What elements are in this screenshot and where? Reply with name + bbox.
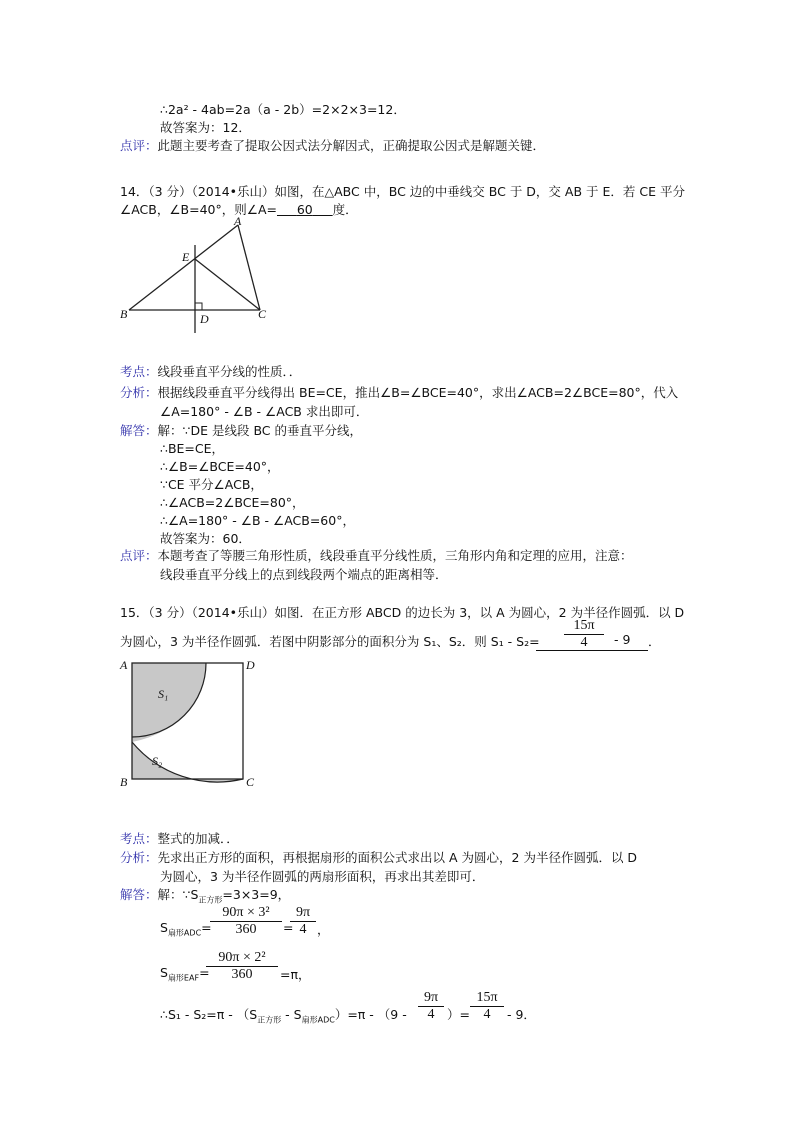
step4-fnum: 9π (418, 990, 444, 1007)
q15-label-S2: S₂ (152, 754, 163, 768)
q15-square-figure (120, 655, 260, 790)
step2-den: 360 (235, 922, 257, 937)
q14-header-post: 度． (332, 202, 358, 217)
step4-sub2: 扇形ADC (301, 1015, 335, 1025)
q15-step3 (160, 965, 210, 984)
step-0: 解：∵DE 是线段 BC 的垂直平分线， (157, 423, 362, 438)
q14-step-5: ∴∠A=180° - ∠B - ∠ACB=60°， (160, 513, 355, 528)
q15-header-line-1: 15．（3 分）（2014•乐山）如图．在正方形 ABCD 的边长为 3，以 A 为圆心，2 为半径作圆弧．以 D (120, 605, 685, 620)
step4-pre: ∴S₁ - S₂=π - （S (160, 1007, 258, 1022)
step2-end: ， (317, 922, 330, 937)
q15-label-B: B (120, 775, 128, 789)
q15-label-A: A (120, 658, 128, 672)
q14-triangle-figure (115, 215, 275, 340)
q14-jieda (120, 421, 362, 439)
q14-label-C: C (258, 307, 267, 321)
q15-fenxi (120, 848, 637, 866)
q15-kaodian (120, 829, 239, 847)
step3-post: =π， (280, 967, 311, 982)
step4-rnum: 15π (470, 990, 504, 1007)
q15-answer-den: 4 (580, 635, 588, 650)
q15-label-D: D (246, 658, 255, 672)
q15-label-S1: S₁ (158, 687, 169, 701)
fenxi-label: 分析： (120, 385, 158, 400)
top-line-1: ∴2a² - 4ab=2a（a - 2b）=2×2×3=12． (160, 102, 406, 117)
step4-mid: - S (281, 1007, 302, 1022)
q14-kaodian (120, 362, 301, 380)
kaodian-text: 线段垂直平分线的性质．． (157, 364, 302, 379)
step4-result-fraction (470, 990, 504, 1023)
step2-eq: = (201, 920, 212, 935)
step1-sub: 正方形 (198, 895, 223, 905)
top-comment (120, 136, 545, 154)
q15-answer-end: ． (648, 634, 661, 649)
q14-step-3: ∵CE 平分∠ACB， (160, 477, 263, 492)
q15-answer-num: 15π (564, 618, 604, 635)
q14-step-2: ∴∠B=∠BCE=40°， (160, 459, 280, 474)
segment-EC (195, 259, 260, 310)
step3-eq: = (199, 965, 210, 980)
kaodian-label: 考点： (120, 364, 158, 379)
step4-end: - 9． (507, 1007, 536, 1022)
q15-header-line-2: 为圆心，3 为半径作圆弧．若图中阴影部分的面积分为 S₁、S₂．则 S₁ - S₂= (120, 634, 540, 649)
q14-fenxi-line-2: ∠A=180° - ∠B - ∠ACB 求出即可． (160, 404, 369, 419)
step2-result-fraction (290, 905, 316, 938)
q15-fenxi-line-2: 为圆心，3 为半径作圆弧的两扇形面积，再求出其差即可． (160, 869, 485, 884)
step4-mid2: ）=π - （9 - (334, 1007, 407, 1022)
step3-pre: S (160, 965, 168, 980)
q15-jieda-label: 解答： (120, 887, 158, 902)
q14-label-D: D (200, 312, 209, 326)
q14-header-line-1: 14．（3 分）（2014•乐山）如图，在△ABC 中，BC 边的中垂线交 BC 于 D，交 AB 于 E．若 CE 平分 (120, 184, 685, 199)
q15-label-C: C (246, 775, 255, 789)
pingdian-line-1: 本题考查了等腰三角形性质，线段垂直平分线性质，三角形内角和定理的应用，注意： (157, 548, 633, 563)
q14-answer (277, 202, 333, 217)
step2-pre: S (160, 920, 168, 935)
q15-answer-fraction (564, 618, 604, 651)
right-angle-mark (195, 303, 202, 310)
step2-rden: 4 (299, 922, 307, 937)
step4-fraction (418, 990, 444, 1023)
q15-kaodian-text: 整式的加减．． (157, 831, 239, 846)
step4-rden: 4 (483, 1007, 491, 1022)
q14-step-6: 故答案为：60． (160, 531, 251, 546)
q14-label-B: B (120, 307, 128, 321)
segment-AC (238, 225, 260, 310)
step3-sub: 扇形EAF (167, 973, 200, 983)
q14-step-4: ∴∠ACB=2∠BCE=80°， (160, 495, 305, 510)
step1-pre: 解：∵S (157, 887, 199, 902)
step4-fden: 4 (427, 1007, 435, 1022)
q14-header-pre: ∠ACB，∠B=40°，则∠A= (120, 202, 277, 217)
q14-answer-value: 60 (296, 202, 313, 217)
step2-sub: 扇形ADC (167, 928, 202, 938)
q14-fenxi (120, 383, 678, 401)
q14-label-E: E (182, 250, 190, 264)
q15-answer-tail: - 9 (614, 632, 631, 647)
comment-label: 点评： (120, 138, 158, 153)
q15-answer-underline (536, 650, 648, 651)
q15-kaodian-label: 考点： (120, 831, 158, 846)
q15-step2 (160, 920, 212, 939)
q14-label-A: A (234, 214, 242, 228)
segment-BA (129, 225, 238, 310)
step1-post: =3×3=9， (222, 887, 291, 902)
step4-mid3: ）= (447, 1007, 470, 1022)
q14-pingdian-line-2: 线段垂直平分线上的点到线段两个端点的距离相等． (160, 567, 448, 582)
q15-jieda (120, 885, 290, 906)
pingdian-label: 点评： (120, 548, 158, 563)
step2-rnum: 9π (290, 905, 316, 922)
step2-fraction (210, 905, 282, 938)
step3-fraction (206, 950, 278, 983)
jieda-label: 解答： (120, 423, 158, 438)
step3-den: 360 (231, 967, 253, 982)
q14-step-1: ∴BE=CE， (160, 441, 225, 456)
step3-num: 90π × 2² (206, 950, 278, 967)
q15-step4 (160, 1005, 407, 1026)
step2-eq2: = (283, 920, 294, 935)
q15-fenxi-line-1: 先求出正方形的面积，再根据扇形的面积公式求出以 A 为圆心，2 为半径作圆弧．以 D (157, 850, 638, 865)
step2-num: 90π × 3² (210, 905, 282, 922)
shaded-region-S2 (132, 742, 243, 782)
q15-fenxi-label: 分析： (120, 850, 158, 865)
step4-sub1: 正方形 (257, 1015, 282, 1025)
comment-text: 此题主要考查了提取公因式法分解因式，正确提取公因式是解题关键． (157, 138, 546, 153)
q14-pingdian (120, 546, 633, 564)
top-line-2: 故答案为：12． (160, 120, 251, 135)
fenxi-line-1: 根据线段垂直平分线得出 BE=CE，推出∠B=∠BCE=40°，求出∠ACB=2∠BCE=80°，代入 (157, 385, 679, 400)
